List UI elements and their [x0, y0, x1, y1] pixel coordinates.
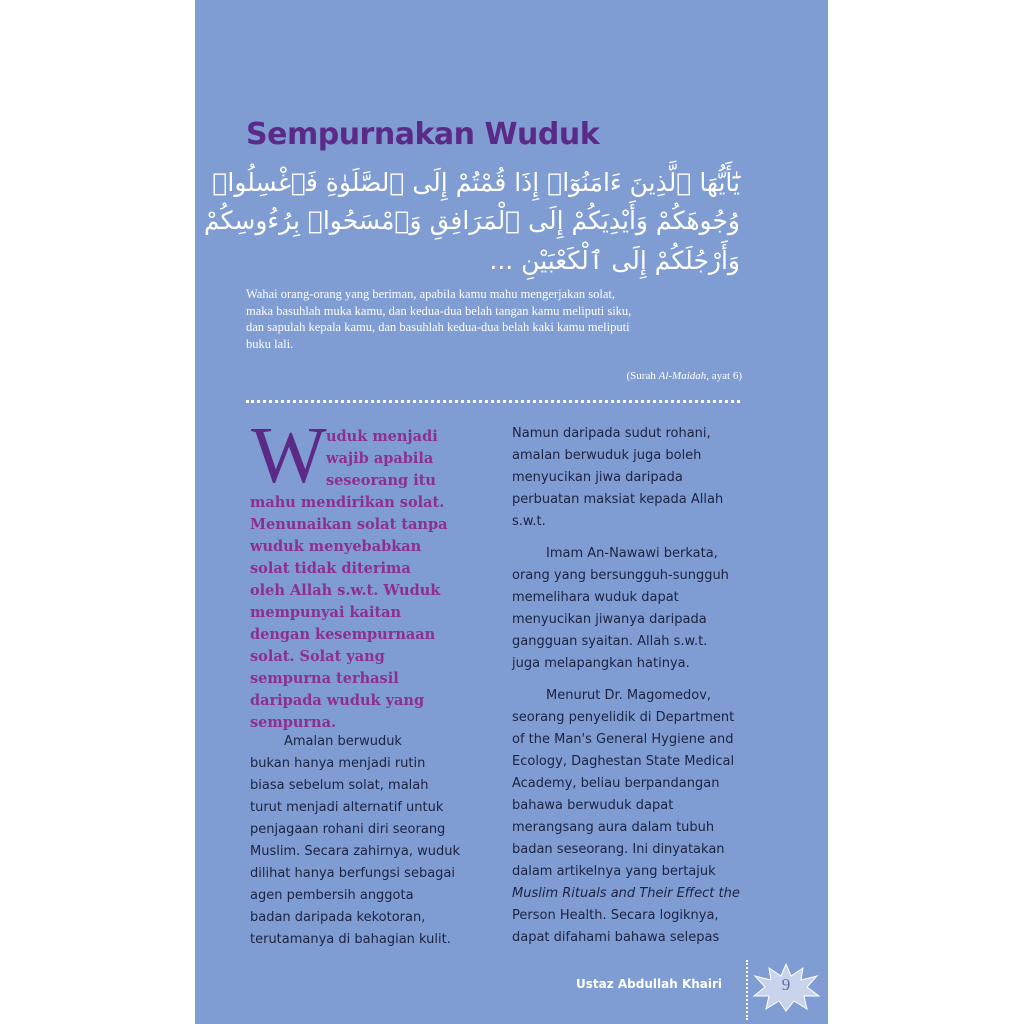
body-line: bukan hanya menjadi rutin — [250, 756, 426, 771]
arabic-verse-line: وُجُوهَكُمْ وَأَيْدِيَكُمْ إِلَى ٱلْمَرَافِقِ وَٱمْسَحُوا۟ بِرُءُوسِكُمْ — [203, 206, 740, 235]
lead-line: seseorang itu — [326, 472, 436, 489]
lead-line: oleh Allah s.w.t. Wuduk — [250, 582, 441, 599]
lead-line: Menunaikan solat tanpa — [250, 516, 448, 533]
body-line: Person Health. Secara logiknya, — [512, 908, 719, 923]
body-line: menyucikan jiwa daripada — [512, 470, 683, 485]
body-line: gangguan syaitan. Allah s.w.t. — [512, 634, 708, 649]
page-title: Sempurnakan Wuduk — [246, 117, 600, 152]
lead-line: daripada wuduk yang — [250, 692, 425, 709]
verse-translation — [246, 286, 746, 352]
lead-line: solat. Solat yang — [250, 648, 385, 665]
translation-line: maka basuhlah muka kamu, dan kedua-dua belah tangan kamu meliputi siku, — [246, 303, 632, 318]
lead-line: wuduk menyebabkan — [250, 538, 422, 555]
lead-line: uduk menjadi — [326, 428, 438, 445]
body-line: dalam artikelnya yang bertajuk — [512, 864, 716, 879]
body-line: Muslim. Secara zahirnya, wuduk — [250, 844, 460, 859]
lead-line: mahu mendirikan solat. — [250, 494, 445, 511]
translation-line: dan sapulah kepala kamu, dan basuhlah kedua-dua belah kaki kamu meliputi — [246, 320, 630, 334]
body-line: orang yang bersungguh-sungguh — [512, 568, 729, 583]
body-line: biasa sebelum solat, malah — [250, 778, 429, 793]
body-line: Imam An-Nawawi berkata, — [546, 546, 718, 561]
body-line: merangsang aura dalam tubuh — [512, 820, 715, 835]
body-line: Amalan berwuduk — [284, 734, 402, 749]
body-line: agen pembersih anggota — [250, 888, 414, 903]
body-line: terutamanya di bahagian kulit. — [250, 932, 451, 947]
arabic-verse-line: وَأَرْجُلَكُمْ إِلَى ٱلْكَعْبَيْنِ ... — [489, 246, 740, 275]
lead-line: sempurna. — [250, 714, 337, 731]
body-line: badan seseorang. Ini dinyatakan — [512, 842, 725, 857]
lead-line: wajib apabila — [326, 450, 434, 467]
verse-reference — [627, 370, 742, 382]
footer-author: Ustaz Abdullah Khairi — [576, 977, 723, 991]
body-line: Academy, beliau berpandangan — [512, 776, 720, 791]
lead-line: sempurna terhasil — [250, 670, 399, 687]
page-number: 9 — [781, 975, 791, 994]
body-line: Muslim Rituals and Their Effect the — [512, 886, 740, 901]
reference-prefix: (Surah — [626, 370, 659, 382]
body-line: memelihara wuduk dapat — [512, 590, 679, 605]
footer-dotted-rule — [746, 960, 748, 1020]
body-line: Namun daripada sudut rohani, — [512, 426, 711, 441]
body-line: dapat difahami bahawa selepas — [512, 930, 720, 945]
body-line: turut menjadi alternatif untuk — [250, 800, 444, 815]
body-line: Ecology, Daghestan State Medical — [512, 754, 735, 769]
body-line: of the Man's General Hygiene and — [512, 732, 734, 747]
body-line: perbuatan maksiat kepada Allah — [512, 492, 724, 507]
body-line: Menurut Dr. Magomedov, — [546, 688, 712, 703]
reference-surah: Al-Maidah — [658, 370, 707, 382]
body-line: bahawa berwuduk dapat — [512, 798, 674, 813]
lead-line: dengan kesempurnaan — [250, 626, 436, 643]
body-line: dilihat hanya berfungsi sebagai — [250, 866, 455, 881]
body-line: juga melapangkan hatinya. — [512, 656, 690, 671]
translation-line: Wahai orang-orang yang beriman, apabila kamu mahu mengerjakan solat, — [246, 287, 615, 301]
arabic-verse-line: يَٰٓأَيُّهَا ٱلَّذِينَ ءَامَنُوٓا۟ إِذَا قُمْتُمْ إِلَى ٱلصَّلَوٰةِ فَٱغْسِلُوا۟ — [212, 168, 740, 197]
lead-line: solat tidak diterima — [250, 560, 411, 577]
reference-suffix: , ayat 6) — [706, 370, 742, 382]
body-line: badan daripada kekotoran, — [250, 910, 426, 925]
drop-cap: W — [251, 412, 327, 500]
lead-line: mempunyai kaitan — [250, 604, 402, 621]
body-line: penjagaan rohani diri seorang — [250, 822, 446, 837]
body-line: menyucikan jiwanya daripada — [512, 612, 707, 627]
body-line: amalan berwuduk juga boleh — [512, 448, 702, 463]
body-line: s.w.t. — [512, 514, 546, 529]
translation-line: buku lali. — [246, 336, 294, 351]
dotted-divider — [246, 400, 740, 403]
body-line: seorang penyelidik di Department — [512, 710, 735, 725]
book-page — [195, 0, 828, 1024]
